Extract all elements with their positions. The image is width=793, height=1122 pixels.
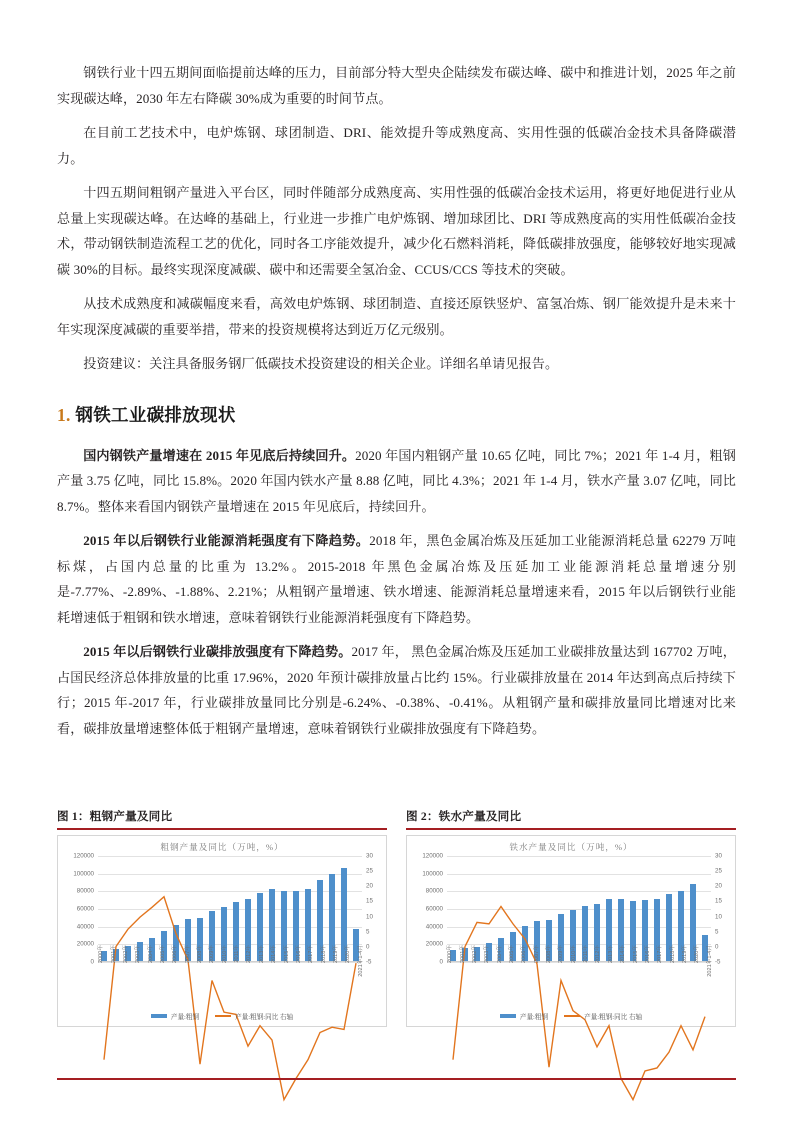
paragraph: 从技术成熟度和减碳幅度来看，高效电炉炼钢、球团制造、直接还原铁竖炉、富氢冶炼、钢厂能效提升是未来十年实现深度减碳的重要举措，带来的投资规模将达到近万亿元级别。 bbox=[57, 296, 736, 337]
legend-label-bar: 产量:粗钢 bbox=[519, 1014, 549, 1021]
x-tick-label: 2015年 bbox=[632, 945, 639, 964]
x-tick-label: 2014年 bbox=[620, 945, 627, 964]
x-tick-label: 2001年 bbox=[459, 945, 466, 964]
section-number: 1. bbox=[57, 404, 71, 425]
legend-swatch-line-icon bbox=[215, 1015, 231, 1017]
x-tick-label: 2007年 bbox=[533, 945, 540, 964]
document-body bbox=[57, 60, 736, 750]
y2-tick-label: 20 bbox=[715, 882, 722, 890]
y2-tick-label: 25 bbox=[366, 867, 373, 875]
paragraph: 投资建议：关注具备服务钢厂低碳技术投资建设的相关企业。详细名单请见报告。 bbox=[83, 356, 559, 371]
y2-tick-label: 0 bbox=[715, 943, 719, 951]
x-tick-label: 2010年 bbox=[221, 945, 228, 964]
x-tick-label: 2005年 bbox=[159, 945, 166, 964]
x-tick bbox=[255, 944, 267, 996]
x-tick-label: 2021年1-4月 bbox=[706, 945, 713, 977]
x-tick-label: 2012年 bbox=[595, 945, 602, 964]
x-tick-label: 2008年 bbox=[546, 945, 553, 964]
legend-item-line bbox=[564, 1011, 642, 1021]
legend-label-bar: 产量:粗钢 bbox=[170, 1014, 200, 1021]
section-heading bbox=[57, 401, 736, 429]
x-tick bbox=[292, 944, 304, 996]
x-tick bbox=[653, 944, 665, 996]
chart-1-x-axis bbox=[94, 944, 366, 996]
x-tick bbox=[480, 944, 492, 996]
x-tick bbox=[542, 944, 554, 996]
x-tick-label: 2001年 bbox=[110, 945, 117, 964]
x-tick bbox=[616, 944, 628, 996]
x-tick bbox=[530, 944, 542, 996]
figure-1 bbox=[57, 808, 387, 1027]
x-tick bbox=[604, 944, 616, 996]
x-tick bbox=[455, 944, 467, 996]
chart-2-y-axis-right bbox=[713, 852, 731, 966]
x-tick bbox=[579, 944, 591, 996]
x-tick bbox=[181, 944, 193, 996]
x-tick bbox=[567, 944, 579, 996]
x-tick bbox=[267, 944, 279, 996]
footer-rule bbox=[57, 1078, 736, 1080]
legend-label-line: 产量:粗钢:同比 右轴 bbox=[235, 1014, 294, 1021]
figure-1-chart bbox=[57, 835, 387, 1027]
x-tick bbox=[156, 944, 168, 996]
figure-2-rule bbox=[406, 828, 736, 830]
x-tick bbox=[242, 944, 254, 996]
y-tick-label: 40000 bbox=[76, 923, 94, 931]
x-tick-label: 2019年 bbox=[333, 945, 339, 964]
figure-2-chart bbox=[406, 835, 736, 1027]
x-tick bbox=[106, 944, 118, 996]
x-tick bbox=[641, 944, 653, 996]
figure-2 bbox=[406, 808, 736, 1027]
legend-label-line: 产量:粗钢:同比 右轴 bbox=[584, 1014, 643, 1021]
chart-2-x-axis bbox=[443, 944, 715, 996]
paragraph-lead: 国内钢铁产量增速在 2015 年见底后持续回升。 bbox=[83, 447, 356, 463]
paragraph: 十四五期间粗钢产量进入平台区，同时伴随部分成熟度高、实用性强的低碳冶金技术运用，将更好地促进行业从总量上实现碳达峰。在达峰的基础上，行业进一步推广电炉炼钢、增加球团比、DRI 等成熟度高的实用性低碳冶金技术，带动钢铁制造流程工艺的优化，同时各工序能效提升，减少化石燃料消耗，降低碳排放强度，能够较好地实现减碳 30%的目标。最终实现深度减碳、碳中和还需要全氢冶金、CCUS/CCS 等技术的突破。 bbox=[57, 185, 736, 277]
legend-item-line bbox=[215, 1011, 293, 1021]
x-tick-label: 2011年 bbox=[234, 945, 241, 963]
x-tick bbox=[690, 944, 702, 996]
y-tick-label: 80000 bbox=[425, 887, 443, 895]
paragraph-lead: 2015 年以后钢铁行业碳排放强度有下降趋势。 bbox=[83, 644, 352, 659]
paragraph: 钢铁行业十四五期间面临提前达峰的压力，目前部分特大型央企陆续发布碳达峰、碳中和推进计划，2025 年之前实现碳达峰，2030 年左右降碳 30%成为重要的时间节点。 bbox=[57, 65, 736, 106]
legend-item-bar bbox=[151, 1011, 199, 1021]
x-tick bbox=[193, 944, 205, 996]
x-tick-label: 2000年 bbox=[98, 945, 105, 964]
x-tick-label: 2018年 bbox=[320, 945, 327, 964]
y2-tick-label: 10 bbox=[366, 913, 373, 921]
x-tick-label: 2016年 bbox=[295, 945, 302, 964]
x-tick bbox=[678, 944, 690, 996]
x-tick bbox=[703, 944, 715, 996]
x-tick bbox=[205, 944, 217, 996]
y-tick-label: 0 bbox=[439, 958, 443, 966]
legend-swatch-bar-icon bbox=[151, 1014, 167, 1018]
x-tick bbox=[443, 944, 455, 996]
y2-tick-label: 25 bbox=[715, 867, 722, 875]
y2-tick-label: 15 bbox=[715, 897, 722, 905]
x-tick-label: 2012年 bbox=[246, 945, 253, 964]
x-tick bbox=[628, 944, 640, 996]
x-tick-label: 2004年 bbox=[496, 945, 503, 964]
x-tick-label: 2013年 bbox=[607, 945, 614, 964]
x-tick bbox=[119, 944, 131, 996]
chart-1-legend bbox=[58, 1011, 386, 1021]
y-tick-label: 80000 bbox=[76, 887, 94, 895]
paragraph-text: 2018 年，黑色金属冶炼及压延加工业能源消耗总量 62279 万吨标煤，占国内总量的比重为 13.2%。2015-2018 年黑色金属冶炼及压延加工业能源消耗总量增速分别是-7.77%、-2.89%、-1.88%、2.21%；从粗钢产量增速、铁水增速、能源消耗总量增速来看，2015 年以后钢铁行业能耗增速低于粗钢和铁水增速，意味着钢铁行业能源消耗强度有下降趋势。 bbox=[57, 533, 736, 625]
x-tick-label: 2017年 bbox=[657, 945, 664, 964]
y-tick-label: 60000 bbox=[425, 905, 443, 913]
chart-1-y-axis-left bbox=[62, 852, 96, 966]
x-tick bbox=[279, 944, 291, 996]
x-tick-label: 2000年 bbox=[447, 945, 454, 964]
x-tick-label: 2006年 bbox=[521, 945, 528, 964]
x-tick-label: 2007年 bbox=[184, 945, 191, 964]
y-tick-label: 0 bbox=[90, 958, 94, 966]
y2-tick-label: 5 bbox=[715, 928, 719, 936]
y-tick-label: 120000 bbox=[422, 852, 443, 860]
y2-tick-label: -5 bbox=[366, 958, 372, 966]
x-tick-label: 2002年 bbox=[122, 945, 129, 964]
x-tick-label: 2018年 bbox=[669, 945, 676, 964]
x-tick bbox=[591, 944, 603, 996]
section-paragraph bbox=[57, 528, 736, 630]
x-tick bbox=[492, 944, 504, 996]
x-tick-label: 2010年 bbox=[570, 945, 577, 964]
x-tick bbox=[354, 944, 366, 996]
figure-1-rule bbox=[57, 828, 387, 830]
x-tick bbox=[316, 944, 328, 996]
chart-2-y-axis-left bbox=[411, 852, 445, 966]
legend-swatch-bar-icon bbox=[500, 1014, 516, 1018]
x-tick-label: 2015年 bbox=[283, 945, 290, 964]
chart-1-y-axis-right bbox=[364, 852, 382, 966]
x-tick bbox=[329, 944, 341, 996]
x-tick bbox=[230, 944, 242, 996]
x-tick-label: 2006年 bbox=[172, 945, 179, 964]
section-paragraph bbox=[57, 639, 736, 741]
x-tick-label: 2003年 bbox=[135, 945, 142, 964]
x-tick bbox=[341, 944, 353, 996]
figure-row bbox=[57, 808, 736, 1027]
x-tick-label: 2002年 bbox=[471, 945, 478, 964]
legend-swatch-line-icon bbox=[564, 1015, 580, 1017]
x-tick bbox=[554, 944, 566, 996]
x-tick bbox=[131, 944, 143, 996]
y2-tick-label: 30 bbox=[366, 852, 373, 860]
x-tick-label: 2011年 bbox=[583, 945, 590, 963]
x-tick bbox=[665, 944, 677, 996]
x-tick-label: 2016年 bbox=[644, 945, 651, 964]
line-path bbox=[453, 907, 705, 1100]
y2-tick-label: 10 bbox=[715, 913, 722, 921]
section-paragraph bbox=[57, 443, 736, 520]
line-path bbox=[104, 897, 356, 1100]
x-tick-label: 2020年 bbox=[345, 945, 352, 964]
paragraph-text: 2017 年， 黑色金属冶炼及压延加工业碳排放量达到 167702 万吨，占国民经济总体排放量的比重 17.96%，2020 年预计碳排放量占比约 15%。行业碳排放量在 2014 年达到高点后持续下行；2015 年-2017 年，行业碳排放量同比分别是-6.24%、-0.38%、-0.41%。从粗钢产量和碳排放量同比增速对比来看，碳排放量增速整体低于粗钢产量增速，意味着钢铁行业碳排放强度有下降趋势。 bbox=[57, 644, 736, 736]
figure-2-caption: 图 2：铁水产量及同比 bbox=[406, 810, 522, 823]
y2-tick-label: 30 bbox=[715, 852, 722, 860]
y2-tick-label: 20 bbox=[366, 882, 373, 890]
section-title: 钢铁工业碳排放现状 bbox=[75, 404, 236, 425]
x-tick bbox=[517, 944, 529, 996]
x-tick-label: 2004年 bbox=[147, 945, 154, 964]
paragraph: 在目前工艺技术中，电炉炼钢、球团制造、DRI、能效提升等成熟度高、实用性强的低碳冶金技术具备降碳潜力。 bbox=[57, 125, 736, 166]
x-tick-label: 2014年 bbox=[271, 945, 278, 964]
x-tick-label: 2017年 bbox=[308, 945, 315, 964]
chart-2-title: 铁水产量及同比（万吨，%） bbox=[509, 842, 633, 852]
chart-1-title: 粗钢产量及同比（万吨，%） bbox=[160, 842, 284, 852]
y2-tick-label: 5 bbox=[366, 928, 370, 936]
x-tick-label: 2003年 bbox=[484, 945, 491, 964]
x-tick bbox=[468, 944, 480, 996]
y2-tick-label: 0 bbox=[366, 943, 370, 951]
paragraph-text: 2020 年国内粗钢产量 10.65 亿吨，同比 7%；2021 年 1-4 月，粗钢产量 3.75 亿吨，同比 15.8%。2020 年国内铁水产量 8.88 亿吨，同比 4.3%；2021 年 1-4 月，铁水产量 3.07 亿吨，同比 8.7%。整体来看国内钢铁产量增速在 2015 年见底后，持续回升。 bbox=[57, 447, 736, 514]
y2-tick-label: -5 bbox=[715, 958, 721, 966]
legend-item-bar bbox=[500, 1011, 548, 1021]
x-tick bbox=[218, 944, 230, 996]
y-tick-label: 40000 bbox=[425, 923, 443, 931]
x-tick bbox=[94, 944, 106, 996]
x-tick-label: 2021年1-4月 bbox=[357, 945, 364, 977]
x-tick bbox=[505, 944, 517, 996]
x-tick-label: 2008年 bbox=[197, 945, 204, 964]
paragraph-lead: 2015 年以后钢铁行业能源消耗强度有下降趋势。 bbox=[83, 533, 370, 548]
y-tick-label: 60000 bbox=[76, 905, 94, 913]
x-tick-label: 2009年 bbox=[209, 945, 216, 964]
y-tick-label: 20000 bbox=[425, 940, 443, 948]
y-tick-label: 100000 bbox=[73, 870, 94, 878]
x-tick bbox=[143, 944, 155, 996]
y-tick-label: 100000 bbox=[422, 870, 443, 878]
x-tick bbox=[304, 944, 316, 996]
x-tick-label: 2020年 bbox=[694, 945, 701, 964]
x-tick-label: 2019年 bbox=[682, 945, 688, 964]
y-tick-label: 120000 bbox=[73, 852, 94, 860]
figure-1-caption: 图 1：粗钢产量及同比 bbox=[57, 810, 173, 823]
y-tick-label: 20000 bbox=[76, 940, 94, 948]
x-tick-label: 2009年 bbox=[558, 945, 565, 964]
x-tick-label: 2013年 bbox=[258, 945, 265, 964]
chart-2-legend bbox=[407, 1011, 735, 1021]
y2-tick-label: 15 bbox=[366, 897, 373, 905]
x-tick-label: 2005年 bbox=[508, 945, 515, 964]
x-tick bbox=[168, 944, 180, 996]
